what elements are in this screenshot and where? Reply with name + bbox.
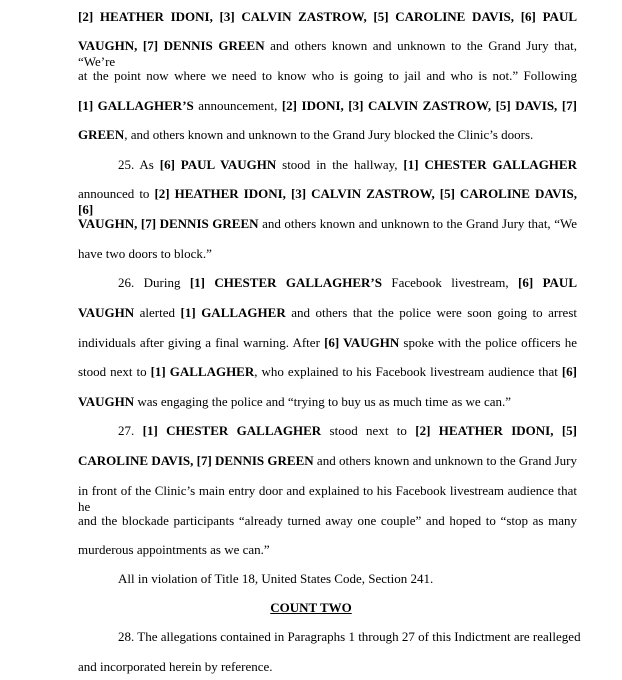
bold-names: [2] HEATHER IDONI, [5] xyxy=(415,423,577,438)
paragraph-27-line xyxy=(78,513,577,529)
paragraph-26-line xyxy=(78,394,511,410)
paragraph-25-line xyxy=(78,186,577,218)
text-run: and others known and unknown to the Grand Jury that, “We’re xyxy=(78,38,577,69)
text-run: at the point now where we need to know who is going to jail and who is not.” Following xyxy=(78,68,577,83)
text-run: individuals after giving a final warning. After xyxy=(78,335,325,350)
bold-names: VAUGHN xyxy=(78,305,135,320)
bold-names: VAUGHN, [7] DENNIS GREEN xyxy=(78,38,265,53)
paragraph-27-line xyxy=(78,542,270,558)
text-line xyxy=(78,98,577,114)
paragraph-27-line xyxy=(118,423,577,439)
bold-names: [1] CHESTER GALLAGHER’S xyxy=(189,275,382,290)
text-run: announcement, xyxy=(193,98,282,113)
bold-names: [1] CHESTER GALLAGHER xyxy=(142,423,322,438)
text-run: have two doors to block.” xyxy=(78,246,212,261)
count-heading xyxy=(0,600,622,616)
paragraph-25-line xyxy=(78,216,577,232)
text-run: alerted xyxy=(134,305,181,320)
bold-names: [2] HEATHER IDONI, [3] CALVIN ZASTROW, [5] CAROLINE DAVIS, [6] PAUL xyxy=(78,9,577,24)
text-run: stood next to xyxy=(78,364,151,379)
bold-names: CAROLINE DAVIS, [7] DENNIS GREEN xyxy=(78,453,314,468)
bold-names: [6] PAUL VAUGHN xyxy=(159,157,277,172)
bold-names: [1] GALLAGHER’S xyxy=(78,98,194,113)
paragraph-26-line xyxy=(118,275,577,291)
text-run: 25. As xyxy=(118,157,160,172)
text-run: Facebook livestream, xyxy=(381,275,519,290)
bold-names: [2] HEATHER IDONI, [3] CALVIN ZASTROW, [5] CAROLINE DAVIS, [6] xyxy=(78,186,578,217)
text-run: and the blockade participants “already turned away one couple” and hoped to “stop as many xyxy=(78,513,577,528)
text-run: 26. During xyxy=(118,275,190,290)
paragraph-28-line: 28. The allegations contained in Paragraphs 1 through 27 of this Indictment are realleged xyxy=(118,629,581,644)
text-run: and others known and unknown to the Grand Jury xyxy=(313,453,577,468)
bold-names: GREEN xyxy=(78,127,125,142)
text-line xyxy=(78,9,577,25)
paragraph-28-line: and incorporated herein by reference. xyxy=(78,659,273,674)
text-run: spoke with the police officers he xyxy=(399,335,578,350)
text-run: in front of the Clinic’s main entry door and explained to his Facebook livestream audience that he xyxy=(78,483,577,514)
bold-names: [6] VAUGHN xyxy=(324,335,400,350)
bold-names: [1] GALLAGHER xyxy=(150,364,255,379)
text-run: and others that the police were soon going to arrest xyxy=(285,305,577,320)
bold-names: VAUGHN xyxy=(78,394,135,409)
paragraph-27-line xyxy=(78,453,577,469)
count-heading-text: COUNT TWO xyxy=(270,600,352,615)
bold-names: [6] xyxy=(561,364,578,379)
text-run: announced to xyxy=(78,186,155,201)
text-run: stood in the hallway, xyxy=(276,157,404,172)
text-run: was engaging the police and “trying to buy us as much time as we can.” xyxy=(134,394,512,409)
paragraph-25-line xyxy=(118,157,577,173)
text-run: and others known and unknown to the Grand Jury that, “We xyxy=(258,216,577,231)
bold-names: [1] CHESTER GALLAGHER xyxy=(403,157,577,172)
paragraph-25-line xyxy=(78,246,212,262)
bold-names: [2] IDONI, [3] CALVIN ZASTROW, [5] DAVIS, [7] xyxy=(281,98,577,113)
text-run: , and others known and unknown to the Grand Jury blocked the Clinic’s doors. xyxy=(124,127,534,142)
bold-names: VAUGHN, [7] DENNIS GREEN xyxy=(78,216,259,231)
paragraph-26-line xyxy=(78,364,577,380)
text-line xyxy=(78,38,577,70)
text-run: murderous appointments as we can.” xyxy=(78,542,270,557)
text-line xyxy=(78,127,533,143)
text-line xyxy=(78,68,577,84)
violation-statement: All in violation of Title 18, United States Code, Section 241. xyxy=(118,571,434,586)
bold-names: [6] PAUL xyxy=(518,275,577,290)
text-run: 27. xyxy=(118,423,143,438)
paragraph-26-line xyxy=(78,335,577,351)
paragraph-26-line xyxy=(78,305,577,321)
text-run: stood next to xyxy=(321,423,416,438)
paragraph-27-line xyxy=(78,483,577,515)
text-run: , who explained to his Facebook livestream audience that xyxy=(254,364,562,379)
bold-names: [1] GALLAGHER xyxy=(180,305,286,320)
